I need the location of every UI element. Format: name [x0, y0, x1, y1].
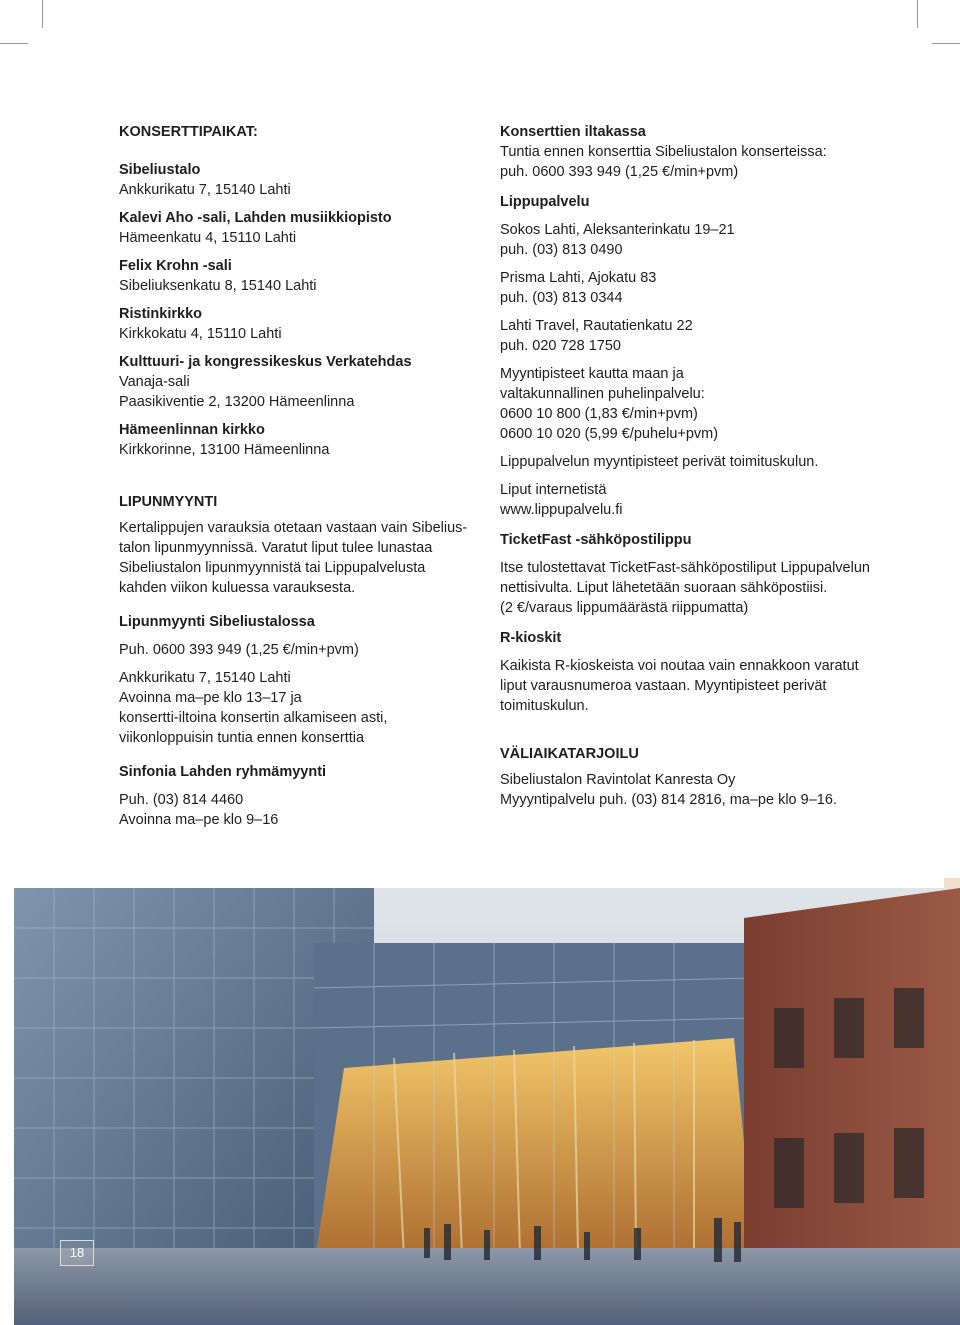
box-office: [119, 612, 464, 632]
outlet-line: Liput internetistä: [500, 482, 607, 498]
outlet-item: [500, 364, 880, 444]
outlet-line: Lippupalvelun myyntipisteet perivät toimituskulun.: [500, 454, 819, 470]
group-sales-details: [119, 790, 464, 830]
venue-name: Kulttuuri- ja kongressikeskus Verkatehdas: [119, 354, 412, 370]
venue-address: Kirkkorinne, 13100 Hämeenlinna: [119, 442, 330, 458]
box-office-line: Ankkurikatu 7, 15140 Lahti: [119, 670, 291, 686]
venues-heading: KONSERTTIPAIKAT:: [119, 124, 258, 140]
lippupalvelu: [500, 192, 880, 212]
sales-intro: [119, 518, 468, 598]
outlet-line: Lahti Travel, Rautatienkatu 22: [500, 318, 693, 334]
crop-mark: [932, 43, 960, 44]
box-office-line: konsertti-iltoina konsertin alkamiseen asti,: [119, 710, 388, 726]
group-sales: [119, 762, 464, 782]
venue-item: [119, 256, 464, 296]
venue-name: Ristinkirkko: [119, 306, 202, 322]
outlet-line: puh. (03) 813 0490: [500, 242, 623, 258]
sales-intro-line: Sibeliustalon lipunmyynnistä tai Lippupalvelusta: [119, 560, 426, 576]
venue-item: [119, 352, 464, 412]
concert-hall-photo: [14, 888, 960, 1325]
outlet-line: 0600 10 800 (1,83 €/min+pvm): [500, 406, 698, 422]
venue-hall: Vanaja-sali: [119, 374, 190, 390]
outlet-line: puh. (03) 813 0344: [500, 290, 623, 306]
photo-illustration: [14, 888, 960, 1325]
outlet-line: Myyntipisteet kautta maan ja: [500, 366, 684, 382]
outlet-line: 0600 10 020 (5,99 €/puhelu+pvm): [500, 426, 719, 442]
group-sales-line: Puh. (03) 814 4460: [119, 792, 244, 808]
sales-intro-line: Kertalippujen varauksia otetaan vastaan vain Sibelius-: [119, 520, 468, 536]
sales-heading: LIPUNMYYNTI: [119, 494, 218, 510]
sales-intro-line: kahden viikon kuluessa varauksesta.: [119, 580, 356, 596]
venue-name: Kalevi Aho -sali, Lahden musiikkiopisto: [119, 210, 392, 226]
outlet-item: [500, 316, 880, 356]
venue-address: Paasikiventie 2, 13200 Hämeenlinna: [119, 394, 355, 410]
ticketfast-line: nettisivulta. Liput lähetetään suoraan sähköpostiisi.: [500, 580, 828, 596]
ticketfast-title: TicketFast -sähköpostilippu: [500, 532, 692, 548]
evening-box-office: [500, 122, 880, 182]
outlet-line: Sokos Lahti, Aleksanterinkatu 19–21: [500, 222, 735, 238]
box-office-phone: Puh. 0600 393 949 (1,25 €/min+pvm): [119, 642, 359, 658]
evening-line: Tuntia ennen konserttia Sibeliustalon konserteissa:: [500, 144, 827, 160]
evening-title: Konserttien iltakassa: [500, 124, 646, 140]
rkiosk-details: [500, 656, 880, 716]
intermission-line: Sibeliustalon Ravintolat Kanresta Oy: [500, 772, 736, 788]
venue-item: [119, 208, 464, 248]
venue-address: Hämeenkatu 4, 15110 Lahti: [119, 230, 297, 246]
venue-address: Ankkurikatu 7, 15140 Lahti: [119, 182, 291, 198]
outlet-line: valtakunnallinen puhelinpalvelu:: [500, 386, 705, 402]
venue-address: Sibeliuksenkatu 8, 15140 Lahti: [119, 278, 317, 294]
ticketfast: [500, 530, 880, 550]
lippupalvelu-title: Lippupalvelu: [500, 194, 590, 210]
venue-name: Felix Krohn -sali: [119, 258, 232, 274]
ticketfast-line: Itse tulostettavat TicketFast-sähköpostiliput Lippupalvelun: [500, 560, 870, 576]
venue-item: [119, 160, 464, 200]
group-sales-title: Sinfonia Lahden ryhmämyynti: [119, 764, 327, 780]
box-office-line: Avoinna ma–pe klo 13–17 ja: [119, 690, 302, 706]
group-sales-line: Avoinna ma–pe klo 9–16: [119, 812, 279, 828]
evening-line: puh. 0600 393 949 (1,25 €/min+pvm): [500, 164, 739, 180]
crop-mark: [42, 0, 43, 28]
rkiosk-title: R-kioskit: [500, 630, 562, 646]
venue-name: Sibeliustalo: [119, 162, 201, 178]
lippupalvelu-url: www.lippupalvelu.fi: [500, 502, 623, 518]
right-column: [500, 122, 880, 818]
rkiosk-line: liput varausnumeroa vastaan. Myyntipisteet perivät: [500, 678, 827, 694]
venue-address: Kirkkokatu 4, 15110 Lahti: [119, 326, 282, 342]
box-office-title: Lipunmyynti Sibeliustalossa: [119, 614, 315, 630]
venue-item: [119, 420, 464, 460]
rkiosk-line: toimituskulun.: [500, 698, 589, 714]
venue-name: Hämeenlinnan kirkko: [119, 422, 265, 438]
sales-intro-line: talon lipunmyynnissä. Varatut liput tulee lunastaa: [119, 540, 433, 556]
left-column: [119, 122, 468, 838]
page-number: 18: [60, 1240, 94, 1266]
ticketfast-details: [500, 558, 880, 618]
crop-mark: [917, 0, 918, 28]
box-office-phone-block: [119, 640, 464, 660]
outlet-item: [500, 268, 880, 308]
box-office-line: viikonloppuisin tuntia ennen konserttia: [119, 730, 365, 746]
box-office-details: [119, 668, 464, 748]
outlet-line: puh. 020 728 1750: [500, 338, 621, 354]
outlet-item: [500, 452, 880, 472]
intermission: [500, 744, 880, 810]
outlet-line: Prisma Lahti, Ajokatu 83: [500, 270, 657, 286]
crop-mark: [0, 43, 28, 44]
intermission-title: VÄLIAIKATARJOILU: [500, 746, 639, 762]
outlet-item: [500, 220, 880, 260]
venue-item: [119, 304, 464, 344]
rkiosk-line: Kaikista R-kioskeista voi noutaa vain ennakkoon varatut: [500, 658, 859, 674]
intermission-line: Myyyntipalvelu puh. (03) 814 2816, ma–pe klo 9–16.: [500, 792, 837, 808]
outlet-item: [500, 480, 880, 520]
ticketfast-line: (2 €/varaus lippumäärästä riippumatta): [500, 600, 749, 616]
rkiosk: [500, 628, 880, 648]
